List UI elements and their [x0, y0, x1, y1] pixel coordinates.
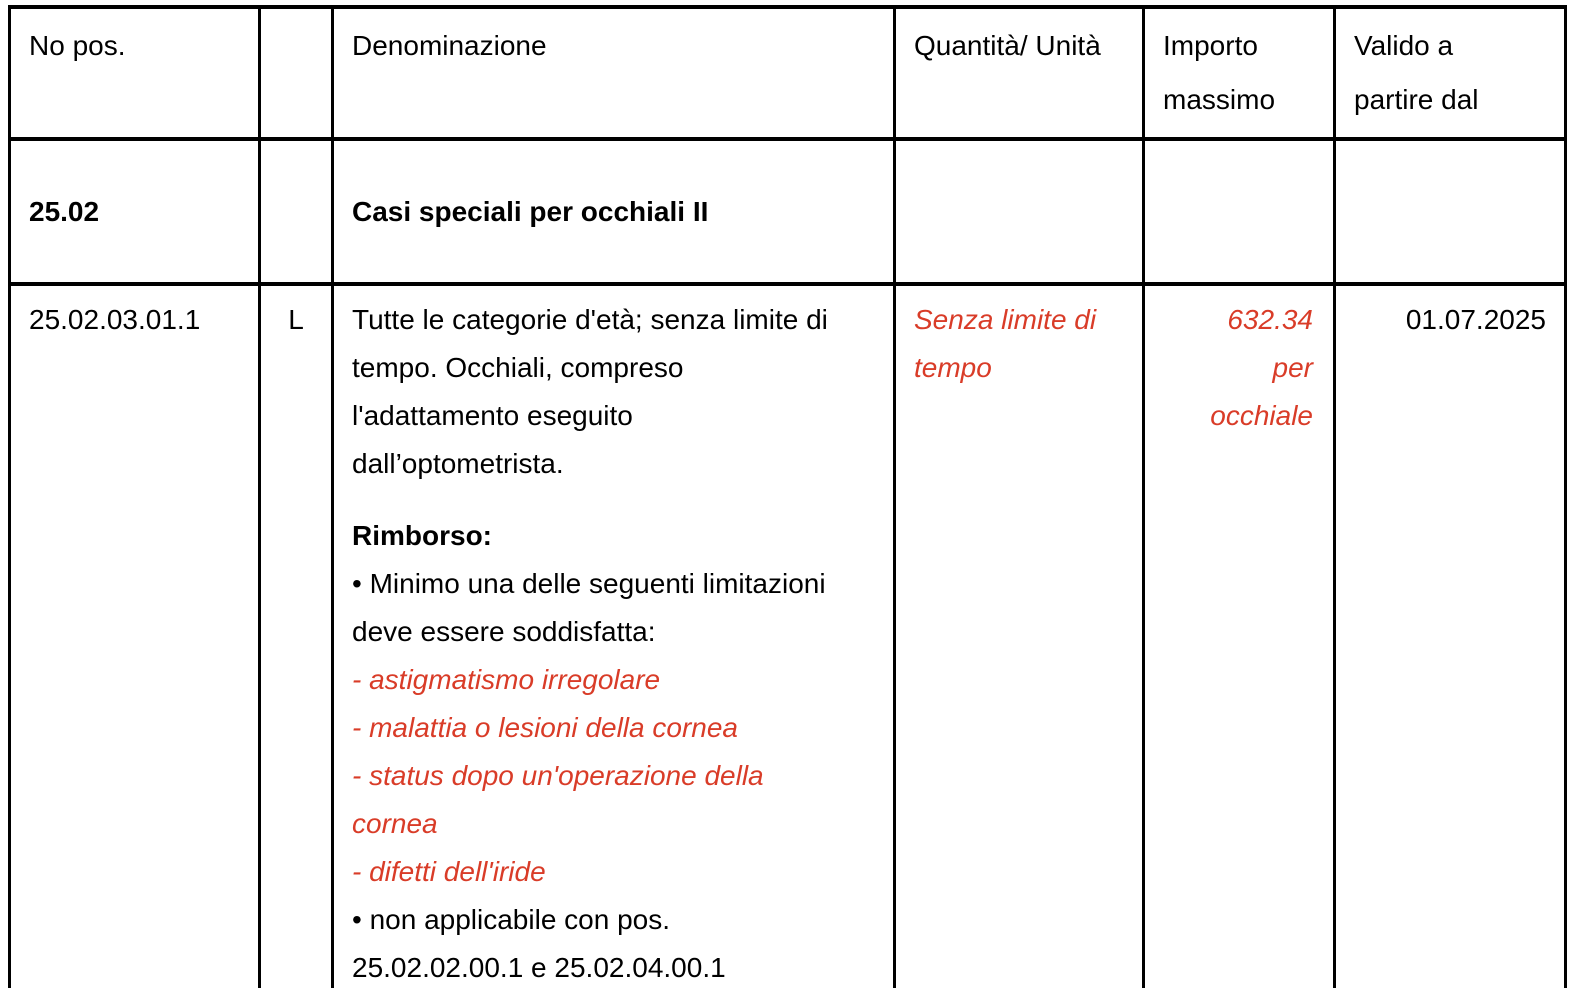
column-header-flag — [260, 7, 333, 139]
position-quantity: Senza limite di tempo — [895, 284, 1144, 988]
description-line: 25.02.02.00.1 e 25.02.04.00.1 — [352, 952, 726, 983]
max-amount-unit-line: per — [1272, 352, 1313, 383]
position-valid-from-date: 01.07.2025 — [1335, 284, 1566, 988]
category-quantity-cell — [895, 139, 1144, 284]
position-description — [333, 284, 895, 988]
category-position-code: 25.02 — [10, 139, 260, 284]
column-header-no-pos: No pos. — [10, 7, 260, 139]
max-amount-unit-line: occhiale — [1210, 400, 1313, 431]
table-header-row — [10, 7, 1566, 139]
column-header-quantita-unita: Quantità/ Unità — [895, 7, 1144, 139]
column-header-importo-massimo: Importo massimo — [1144, 7, 1335, 139]
max-amount-value: 632.34 — [1227, 304, 1313, 335]
description-line: tempo. Occhiali, compreso — [352, 352, 684, 383]
description-line: Tutte le categorie d'età; senza limite di — [352, 304, 828, 335]
limitation-line: cornea — [352, 808, 438, 839]
tariff-table — [8, 5, 1567, 988]
category-title: Casi speciali per occhiali II — [333, 139, 895, 284]
limitation-line: - difetti dell'iride — [352, 856, 546, 887]
column-header-denominazione: Denominazione — [333, 7, 895, 139]
position-max-amount — [1144, 284, 1335, 988]
column-header-valido-a-partire-dal: Valido a partire dal — [1335, 7, 1566, 139]
position-row — [10, 284, 1566, 988]
reimbursement-heading: Rimborso: — [352, 520, 492, 551]
category-amount-cell — [1144, 139, 1335, 284]
limitation-line: - status dopo un'operazione della — [352, 760, 764, 791]
category-row — [10, 139, 1566, 284]
limitation-line: - astigmatismo irregolare — [352, 664, 661, 695]
position-flag: L — [260, 284, 333, 988]
description-line: • non applicabile con pos. — [352, 904, 671, 935]
category-valid-cell — [1335, 139, 1566, 284]
description-line: • Minimo una delle seguenti limitazioni — [352, 568, 826, 599]
category-flag-cell — [260, 139, 333, 284]
position-code: 25.02.03.01.1 — [10, 284, 260, 988]
description-line: l'adattamento eseguito — [352, 400, 633, 431]
description-line: deve essere soddisfatta: — [352, 616, 656, 647]
limitation-line: - malattia o lesioni della cornea — [352, 712, 738, 743]
description-line: dall’optometrista. — [352, 448, 564, 479]
